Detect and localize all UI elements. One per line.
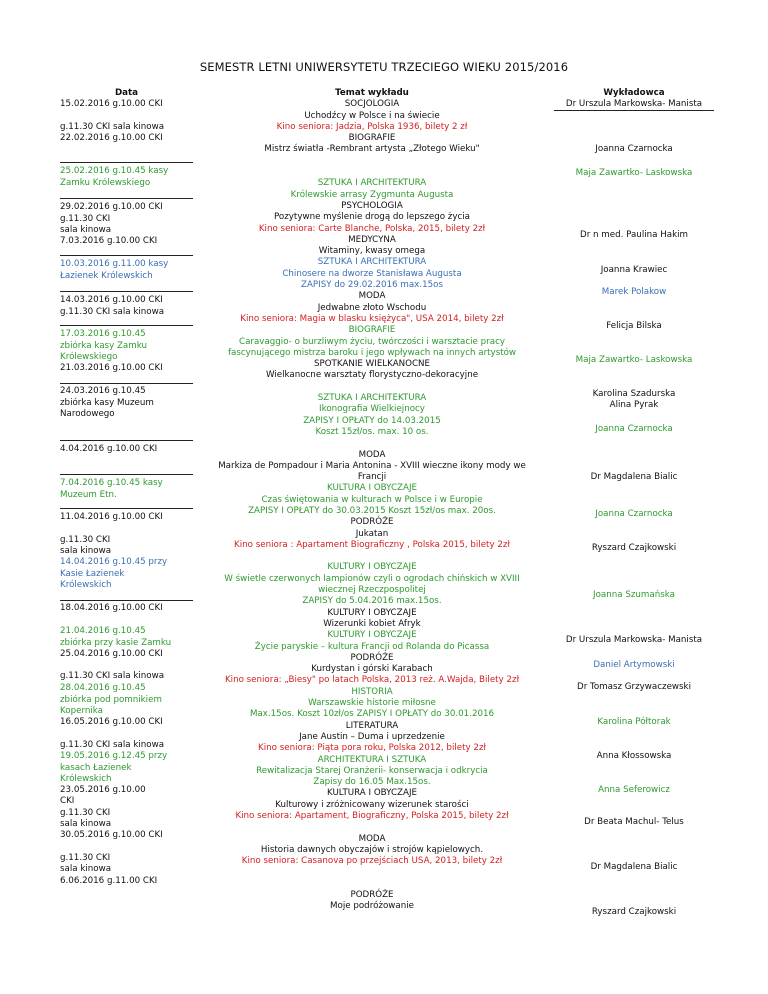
lecturer-name: Marek Polakow: [601, 287, 667, 298]
topic-entries: [196, 99, 548, 912]
date-block: [60, 557, 193, 591]
date-separator: [60, 291, 193, 292]
topic-line: SZTUKA I ARCHITEKTURA: [317, 178, 427, 189]
topic-line: [196, 156, 548, 167]
date-line: g.11.30 CKI: [60, 534, 111, 545]
lecturer-name: Alina Pyrak: [609, 400, 659, 411]
lecturer-name: Dr Urszula Markowska- Manista: [565, 99, 703, 110]
topic-line: Caravaggio- o burzliwym życiu, twórczości i warsztacie pracy: [239, 336, 505, 347]
lecturer-name: Joanna Czarnocka: [595, 509, 673, 520]
date-line: Narodowego: [60, 408, 115, 419]
topic-line: Wizerunki kobiet Afryk: [323, 618, 421, 629]
topic-line: KULTURY I OBYCZAJE: [327, 630, 417, 641]
date-block: [60, 166, 193, 189]
date-line: [60, 728, 193, 739]
topic-line: BIOGRAFIE: [348, 133, 396, 144]
date-block: [60, 478, 193, 501]
date-line: 14.03.2016 g.10.00 CKI: [60, 295, 163, 306]
date-block: [60, 603, 193, 614]
topic-line: Kulturowy i zróżnicowany wizerunek starości: [275, 799, 469, 810]
date-line: 14.04.2016 g.10.45 przy: [60, 557, 168, 568]
topic-line: ZAPISY do 5.04.2016 max.15os.: [302, 596, 442, 607]
date-line: 19.05.2016 g.12.45 przy: [60, 751, 168, 762]
page-title: SEMESTR LETNI UNIWERSYTETU TRZECIEGO WIEKU 2015/2016: [199, 60, 569, 74]
date-line: [60, 524, 193, 535]
lecturer-name: Karolina Półtorak: [597, 717, 671, 728]
date-block: [60, 202, 193, 247]
topic-line: Moje podróżowanie: [330, 901, 414, 912]
lecturer-name: Karolina Szadurska: [592, 389, 676, 400]
topic-line: Markiza de Pompadour i Maria Antonina - XVIII wieczne ikony mody we: [218, 460, 526, 471]
date-column: [60, 88, 193, 886]
topic-line: KULTURA I OBYCZAJE: [326, 483, 417, 494]
lecturer-name: Joanna Czarnocka: [595, 144, 673, 155]
topic-line: ZAPISY I OPŁATY do 14.03.2015: [303, 415, 441, 426]
topic-line: [196, 167, 548, 178]
topic-line: Kino seniora: Apartament, Biograficzny, Polska 2015, bilety 2zł: [235, 811, 509, 821]
topic-line: [196, 438, 548, 449]
lecturer-name: Joanna Krawiec: [600, 265, 668, 276]
topic-line: Kino seniora: Carte Blanche, Polska, 2015, bilety 2zł: [258, 223, 486, 234]
lecturer-name: Dr Magdalena Bialic: [590, 862, 678, 873]
date-line: 25.04.2016 g.10.00 CKI: [60, 648, 163, 659]
date-line: sala kinowa: [60, 819, 112, 830]
date-separator: [60, 474, 193, 475]
date-line: 6.06.2016 g.11.00 CKI: [60, 875, 158, 886]
lecturer-name: Dr n med. Paulina Hakim: [580, 230, 688, 241]
date-line: Kasie Łazienek: [60, 568, 125, 579]
lecturer-name: Maja Zawartko- Laskowska: [575, 168, 693, 179]
date-line: sala kinowa: [60, 864, 112, 875]
date-block: [60, 329, 193, 374]
topic-line: Witaminy, kwasy omega: [318, 246, 426, 257]
topic-line: Życie paryskie – kultura Francji od Rolanda do Picassa: [254, 641, 490, 652]
topic-line: Francji: [357, 472, 387, 483]
date-line: Kopernika: [60, 705, 103, 716]
date-line: g.11.30 CKI sala kinowa: [60, 121, 165, 132]
topic-line: Max.15os. Koszt 10zł/os ZAPISY I OPŁATY do 30.01.2016: [249, 709, 495, 720]
date-separator: [60, 440, 193, 441]
date-line: sala kinowa: [60, 224, 112, 235]
date-line: 10.03.2016 g.11.00 kasy: [60, 259, 169, 270]
lecturer-separator: [554, 110, 714, 111]
date-line: 17.03.2016 g.10.45: [60, 329, 146, 340]
topic-line: HISTORIA: [351, 686, 393, 697]
date-line: zbiórka kasy Zamku: [60, 340, 147, 351]
lecturer-name: Joanna Czarnocka: [595, 424, 673, 435]
topic-line: ZAPISY do 29.02.2016 max.15os: [301, 280, 443, 291]
topic-line: Uchodźcy w Polsce i na świecie: [304, 110, 440, 121]
date-line: 25.02.2016 g.10.45 kasy: [60, 166, 169, 177]
topic-line: Wielkanocne warsztaty florystyczno-dekoracyjne: [265, 370, 479, 381]
topic-line: MODA: [358, 291, 386, 302]
date-block: [60, 99, 193, 144]
date-block: [60, 751, 193, 887]
date-separator: [60, 255, 193, 256]
topic-line: Jane Austin – Duma i uprzedzenie: [299, 731, 445, 742]
date-line: g.11.30 CKI: [60, 807, 111, 818]
topic-line: MODA: [358, 833, 386, 844]
topic-line: Kino seniora: Piąta pora roku, Polska 2012, bilety 2zł: [258, 743, 486, 754]
topic-line: [196, 822, 548, 833]
date-line: 7.03.2016 g.10.00 CKI: [60, 236, 158, 247]
topic-line: Mistrz światła -Rembrant artysta „Złotego Wieku": [264, 144, 480, 155]
topic-line: PODRÓŻE: [350, 890, 394, 901]
date-separator: [60, 325, 193, 326]
topic-line: SZTUKA I ARCHITEKTURA: [317, 257, 427, 268]
date-line: 15.02.2016 g.10.00 CKI: [60, 99, 163, 110]
date-header: Data: [114, 88, 139, 98]
topic-line: MODA: [358, 449, 386, 460]
date-line: [60, 660, 193, 671]
topic-header: Temat wykładu: [335, 88, 409, 98]
topic-line: [196, 551, 548, 562]
date-line: g.11.30 CKI: [60, 852, 111, 863]
topic-line: Jukatan: [355, 528, 389, 539]
lecturer-name: Felicja Bilska: [606, 321, 662, 332]
topic-line: Kino seniora: „Biesy" po latach Polska, 2013 reż. A.Wajda, Bilety 2zł: [224, 675, 520, 686]
topic-line: SOCJOLOGIA: [344, 99, 400, 110]
date-block: [60, 295, 193, 318]
topic-line: [196, 867, 548, 878]
date-line: zbiórka pod pomnikiem: [60, 694, 162, 705]
date-line: [60, 842, 193, 853]
lecturer-name: Ryszard Czajkowski: [591, 543, 677, 554]
date-line: 16.05.2016 g.10.00 CKI: [60, 717, 163, 728]
topic-line: Kino seniora : Apartament Biograficzny , Polska 2015, bilety 2zł: [234, 539, 510, 550]
topic-line: Ikonografia Wielkiejnocy: [319, 404, 425, 415]
topic-line: Królewskie arrasy Zygmunta Augusta: [290, 189, 454, 200]
date-line: 23.05.2016 g.10.00: [60, 785, 146, 796]
topic-line: Kurdystan i górski Karabach: [311, 664, 433, 675]
date-line: CKI: [60, 796, 75, 807]
topic-line: MEDYCYNA: [348, 234, 396, 245]
date-separator: [60, 600, 193, 601]
date-line: 18.04.2016 g.10.00 CKI: [60, 603, 163, 614]
topic-line: SZTUKA I ARCHITEKTURA: [317, 393, 427, 404]
topic-line: [196, 879, 548, 890]
date-line: 7.04.2016 g.10.45 kasy: [60, 478, 163, 489]
topic-line: PODRÓŻE: [350, 652, 394, 663]
topic-line: wiecznej Rzeczpospolitej: [318, 585, 426, 596]
topic-line: Pozytywne myślenie drogą do lepszego życia: [273, 212, 471, 223]
date-separator: [60, 508, 193, 509]
lecturer-name: Joanna Szumańska: [593, 590, 675, 601]
lecturer-name: Dr Urszula Markowska- Manista: [565, 635, 703, 646]
lecturer-name: Maja Zawartko- Laskowska: [575, 355, 693, 366]
date-line: sala kinowa: [60, 546, 112, 557]
date-line: g.11.30 CKI sala kinowa: [60, 739, 165, 750]
topic-line: Jedwabne złoto Wschodu: [317, 302, 427, 313]
topic-column: [196, 88, 548, 913]
date-block: [60, 626, 193, 682]
date-block: [60, 386, 193, 420]
lecturer-name: Dr Tomasz Grzywaczewski: [577, 682, 691, 693]
topic-line: LITERATURA: [345, 720, 399, 731]
date-line: kasach Łazienek: [60, 762, 132, 773]
lecturer-name: Daniel Artymowski: [593, 660, 675, 671]
date-line: g.11.30 CKI: [60, 213, 111, 224]
topic-line: PODRÓŻE: [350, 517, 394, 528]
date-line: 4.04.2016 g.10.00 CKI: [60, 444, 158, 455]
topic-line: Kino seniora: Magia w blasku księżyca", USA 2014, bilety 2zł: [240, 313, 504, 324]
topic-line: fascynującego mistrza baroku i jego wpływach na innych artystów: [227, 347, 517, 358]
date-block: [60, 444, 193, 455]
topic-line: KULTURY I OBYCZAJE: [327, 607, 417, 618]
date-line: Łazienek Królewskich: [60, 270, 153, 281]
topic-line: SPOTKANIE WIELKANOCNE: [313, 359, 431, 370]
date-line: 21.03.2016 g.10.00 CKI: [60, 363, 163, 374]
topic-line: [196, 382, 548, 393]
topic-line: W świetle czerwonych lampionów czyli o ogrodach chińskich w XVIII: [224, 573, 520, 584]
date-line: 11.04.2016 g.10.00 CKI: [60, 512, 163, 523]
date-line: g.11.30 CKI sala kinowa: [60, 306, 165, 317]
date-line: 29.02.2016 g.10.00 CKI: [60, 202, 163, 213]
lecturer-header: Wykładowca: [603, 88, 665, 98]
date-line: Królewskiego: [60, 351, 118, 362]
topic-line: Rewitalizacja Starej Oranżerii- konserwacja i odkrycia: [256, 765, 488, 776]
topic-line: Chinosere na dworze Stanisława Augusta: [282, 268, 462, 279]
date-line: 22.02.2016 g.10.00 CKI: [60, 133, 163, 144]
topic-line: Koszt 15zł/os. max. 10 os.: [315, 426, 429, 437]
date-line: 24.03.2016 g.10.45: [60, 386, 146, 397]
date-line: zbiórka przy kasie Zamku: [60, 637, 172, 648]
lecturer-column: [554, 88, 714, 918]
topic-line: Czas świętowania w kulturach w Polsce i w Europie: [261, 494, 483, 505]
lecturer-name: Ryszard Czajkowski: [591, 907, 677, 918]
date-line: Zamku Królewskiego: [60, 177, 151, 188]
topic-line: KULTURA I OBYCZAJE: [326, 788, 417, 799]
topic-line: Zapisy do 16.05 Max.15os.: [313, 777, 431, 788]
date-line: [60, 111, 193, 122]
topic-line: KULTURY I OBYCZAJE: [327, 562, 417, 573]
topic-line: Kino seniora: Jadzia, Polska 1936, bilety 2 zł: [276, 121, 468, 132]
topic-line: Warszawskie historie miłosne: [308, 698, 436, 709]
date-line: 30.05.2016 g.10.00 CKI: [60, 830, 163, 841]
date-line: Królewskich: [60, 773, 112, 784]
topic-line: ARCHITEKTURA I SZTUKA: [317, 754, 427, 765]
date-line: 28.04.2016 g.10.45: [60, 683, 146, 694]
date-block: [60, 512, 193, 557]
lecturer-name: Anna Kłossowska: [596, 751, 672, 762]
date-line: zbiórka kasy Muzeum: [60, 397, 154, 408]
date-line: 21.04.2016 g.10.45: [60, 626, 146, 637]
lecturer-name: Dr Beata Machul- Telus: [584, 817, 684, 828]
date-separator: [60, 162, 193, 163]
lecturer-name: Anna Seferowicz: [598, 785, 670, 796]
topic-line: Historia dawnych obyczajów i strojów kąpielowych.: [260, 844, 484, 855]
lecturer-name: Dr Magdalena Bialic: [590, 472, 678, 483]
topic-line: ZAPISY I OPŁATY do 30.03.2015 Koszt 15zł/os max. 20os.: [248, 505, 496, 516]
topic-line: BIOGRAFIE: [348, 325, 396, 336]
date-separator: [60, 383, 193, 384]
date-block: [60, 259, 193, 282]
topic-line: PSYCHOLOGIA: [341, 200, 403, 211]
date-block: [60, 683, 193, 751]
date-line: Królewskich: [60, 579, 112, 590]
date-separator: [60, 198, 193, 199]
topic-line: Kino seniora: Casanova po przejściach USA, 2013, bilety 2zł: [241, 856, 503, 867]
date-line: Muzeum Etn.: [60, 489, 117, 500]
date-line: g.11.30 CKI sala kinowa: [60, 671, 165, 682]
